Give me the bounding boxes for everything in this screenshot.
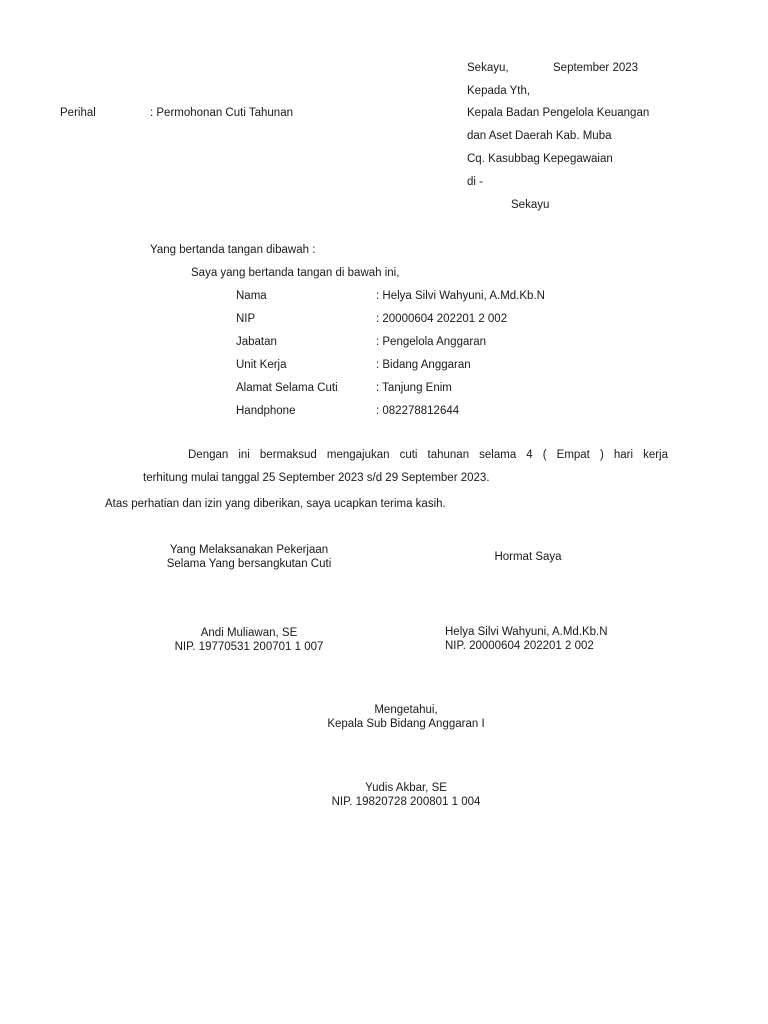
signature-left-title-2: Selama Yang bersangkutan Cuti [166, 558, 332, 570]
place-label: Sekayu, [467, 62, 509, 74]
request-paragraph-line-2: terhitung mulai tanggal 25 September 2023 s/d 29 September 2023. [143, 472, 490, 484]
field-label-alamat: Alamat Selama Cuti [236, 382, 338, 394]
signature-left-title-1: Yang Melaksanakan Pekerjaan [169, 544, 329, 556]
field-value-alamat: : Tanjung Enim [376, 382, 452, 394]
recipient-line-5: di - [467, 176, 483, 188]
intro-text-2: Saya yang bertanda tangan di bawah ini, [191, 267, 400, 279]
signature-bottom-title-1: Mengetahui, [374, 704, 438, 716]
signature-right-nip: NIP. 20000604 202201 2 002 [445, 640, 594, 652]
recipient-line-4: Cq. Kasubbag Kepegawaian [467, 153, 613, 165]
signature-left-nip: NIP. 19770531 200701 1 007 [174, 641, 324, 653]
signature-right-name: Helya Silvi Wahyuni, A.Md.Kb.N [445, 626, 608, 638]
field-label-handphone: Handphone [236, 405, 296, 417]
letter-date: September 2023 [553, 62, 639, 74]
signature-bottom-title-2: Kepala Sub Bidang Anggaran I [327, 718, 485, 730]
closing-text: Atas perhatian dan izin yang diberikan, saya ucapkan terima kasih. [105, 498, 446, 510]
signature-right-title: Hormat Saya [494, 551, 562, 563]
field-value-unit-kerja: : Bidang Anggaran [376, 359, 471, 371]
signature-bottom-nip: NIP. 19820728 200801 1 004 [331, 796, 481, 808]
field-label-unit-kerja: Unit Kerja [236, 359, 287, 371]
request-paragraph [143, 444, 668, 490]
subject-value: : Permohonan Cuti Tahunan [150, 107, 293, 119]
recipient-line-3: dan Aset Daerah Kab. Muba [467, 130, 612, 142]
field-label-nip: NIP [236, 313, 256, 325]
field-value-jabatan: : Pengelola Anggaran [376, 336, 486, 348]
subject-label: Perihal [60, 107, 96, 119]
field-value-nama: : Helya Silvi Wahyuni, A.Md.Kb.N [376, 290, 545, 302]
signature-left-name: Andi Muliawan, SE [200, 627, 298, 639]
recipient-line-1: Kepada Yth, [467, 85, 531, 97]
request-paragraph-line-1: Dengan ini bermaksud mengajukan cuti tahunan selama 4 ( Empat ) hari kerja [188, 449, 668, 461]
field-label-jabatan: Jabatan [236, 336, 277, 348]
recipient-line-2: Kepala Badan Pengelola Keuangan [467, 107, 650, 119]
field-value-handphone: : 082278812644 [376, 405, 460, 417]
recipient-line-6: Sekayu [511, 199, 550, 211]
field-value-nip: : 20000604 202201 2 002 [376, 313, 508, 325]
signature-bottom-name: Yudis Akbar, SE [365, 782, 447, 794]
field-label-nama: Nama [236, 290, 267, 302]
intro-text: Yang bertanda tangan dibawah : [150, 244, 316, 256]
